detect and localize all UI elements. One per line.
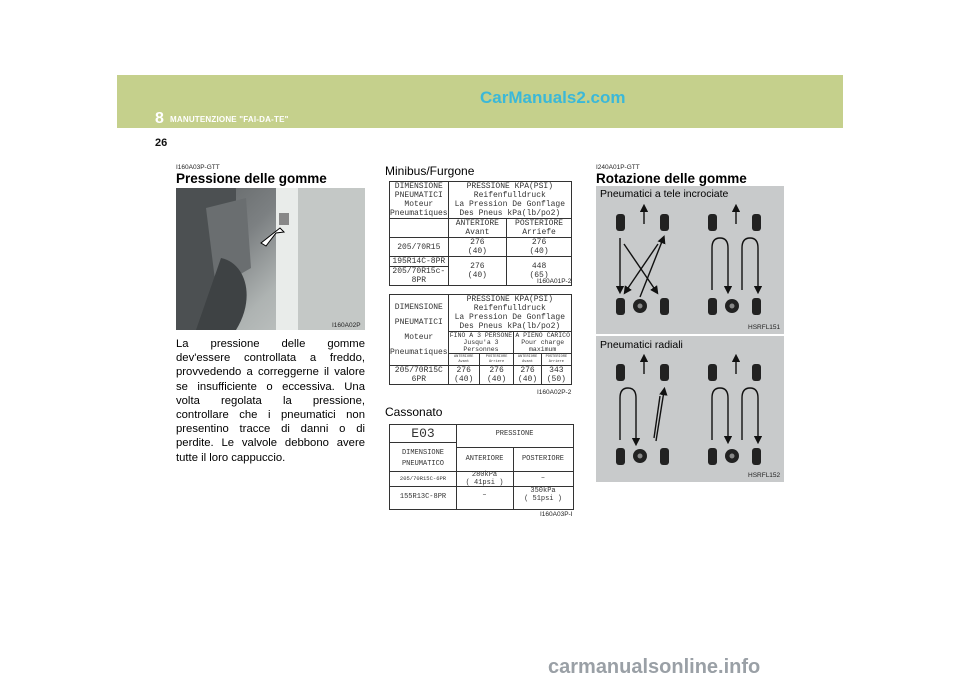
t1-row1-dim: 205/70R15 [390, 238, 449, 257]
t2-sub-2: POSTERIORE Arriere [479, 354, 514, 366]
t1-press-header: PRESSIONE KPA(PSI) Reifenfulldruck La Pression De Gonflage Des Pneus kPa(lb/po2) [448, 182, 571, 219]
t1-row1-rear: 276 (40) [507, 238, 572, 257]
t3-row2-front: – [482, 491, 487, 499]
t1-row3-dim: 205/70R15c-8PR [390, 267, 449, 286]
t2-row-v1: 276 (40) [448, 366, 479, 385]
photo-label: I160A02P [332, 322, 361, 329]
crossply-diagram [596, 186, 784, 334]
radial-box [596, 336, 784, 482]
rotation-code: I240A01P-GTT [596, 164, 640, 171]
rotation-title: Rotazione delle gomme [596, 171, 747, 186]
watermark-top[interactable]: CarManuals2.com [480, 88, 626, 107]
t3-front-header: ANTERIORE [465, 455, 504, 463]
t1-code: I160A01P-2 [537, 278, 572, 285]
pressure-table-minibus [389, 181, 572, 286]
t3-row1-rear: – [540, 474, 546, 482]
t2-code: I160A02P-2 [537, 389, 572, 396]
section-title: Pressione delle gomme [176, 171, 327, 186]
t1-row2-front: 276 (40) [448, 257, 507, 286]
t3-row2-dim: 155R13C-8PR [399, 493, 447, 501]
t1-row2-dim: 195R14C-8PR [390, 257, 449, 267]
t3-row1-front: 280kPa ( 41psi ) [465, 471, 504, 487]
cassonato-title: Cassonato [385, 405, 443, 419]
pressure-table-cassonato [389, 424, 574, 510]
t3-row2-rear: 350kPa ( 51psi ) [524, 487, 562, 503]
t3-dim-header: DIMENSIONE PNEUMATICO [401, 449, 444, 468]
crossply-box [596, 186, 784, 334]
radial-diagram [596, 336, 784, 482]
t2-row-v4: 343 (50) [541, 366, 571, 385]
t2-sub-3: ANTERIORE Avant [514, 354, 541, 366]
t3-pressione: PRESSIONE [495, 430, 534, 438]
t3-rear-header: POSTERIORE [521, 455, 564, 463]
crossply-title: Pneumatici a tele incrociate [600, 188, 729, 200]
t1-front-header: ANTERIORE Avant [448, 219, 507, 238]
t1-row2-rear: 448 (65) [507, 257, 572, 286]
chapter-title: MANUTENZIONE "FAI-DA-TE" [170, 115, 289, 124]
radial-title: Pneumatici radiali [600, 339, 683, 351]
t2-sub-1: ANTERIORE Avant [448, 354, 479, 366]
t2-load1: FINO A 3 PERSONE Jusqu'a 3 Personnes [449, 332, 513, 353]
t2-row-dim: 205/70R15C 6PR [390, 366, 449, 385]
minibus-title: Minibus/Furgone [385, 164, 475, 178]
door-pillar-illustration [176, 188, 365, 330]
t2-row-v3: 276 (40) [514, 366, 541, 385]
t3-model: E03 [411, 426, 435, 441]
body-paragraph: La pressione delle gomme dev'essere controllata a freddo, provvedendo a correggerne il valore se insufficiente o eccessiva. Una volta regolata la pressione, controllare che i pneumatici non presentino tracce di danni o di perdite. Le valvole debbono avere tutte il loro cappuccio. [176, 338, 365, 464]
section-code: I160A03P-GTT [176, 164, 220, 171]
t3-row1-dim: 205/70R15C-6PR [399, 475, 447, 482]
chapter-number: 8 [155, 110, 164, 127]
crossply-code: HSRFL151 [748, 324, 781, 331]
watermark-bottom[interactable]: carmanualsonline.info [548, 656, 761, 678]
door-photo [176, 188, 365, 330]
t1-rear-header: POSTERIORE Arriefe [507, 219, 572, 238]
t2-load2: A PIENO CARICO Pour charge maximum [515, 332, 570, 353]
t1-row1-front: 276 (40) [448, 238, 507, 257]
t3-code: I160A03P-I [540, 511, 573, 518]
radial-code: HSRFL152 [748, 472, 781, 479]
t1-dim-header: DIMENSIONE PNEUMATICI Moteur Pneumatiques [390, 182, 448, 218]
t2-dim-header: DIMENSIONE PNEUMATICI Moteur Pneumatiques [390, 295, 449, 366]
t2-row-v2: 276 (40) [479, 366, 514, 385]
t2-press-header: PRESSIONE KPA(PSI) Reifenfulldruck La Pression De Gonflage Des Pneus kPa(lb/po2) [448, 295, 571, 332]
t2-sub-4: POSTERIORE Arriere [541, 354, 571, 366]
pressure-table-load [389, 294, 572, 385]
page-number: 26 [155, 137, 168, 149]
